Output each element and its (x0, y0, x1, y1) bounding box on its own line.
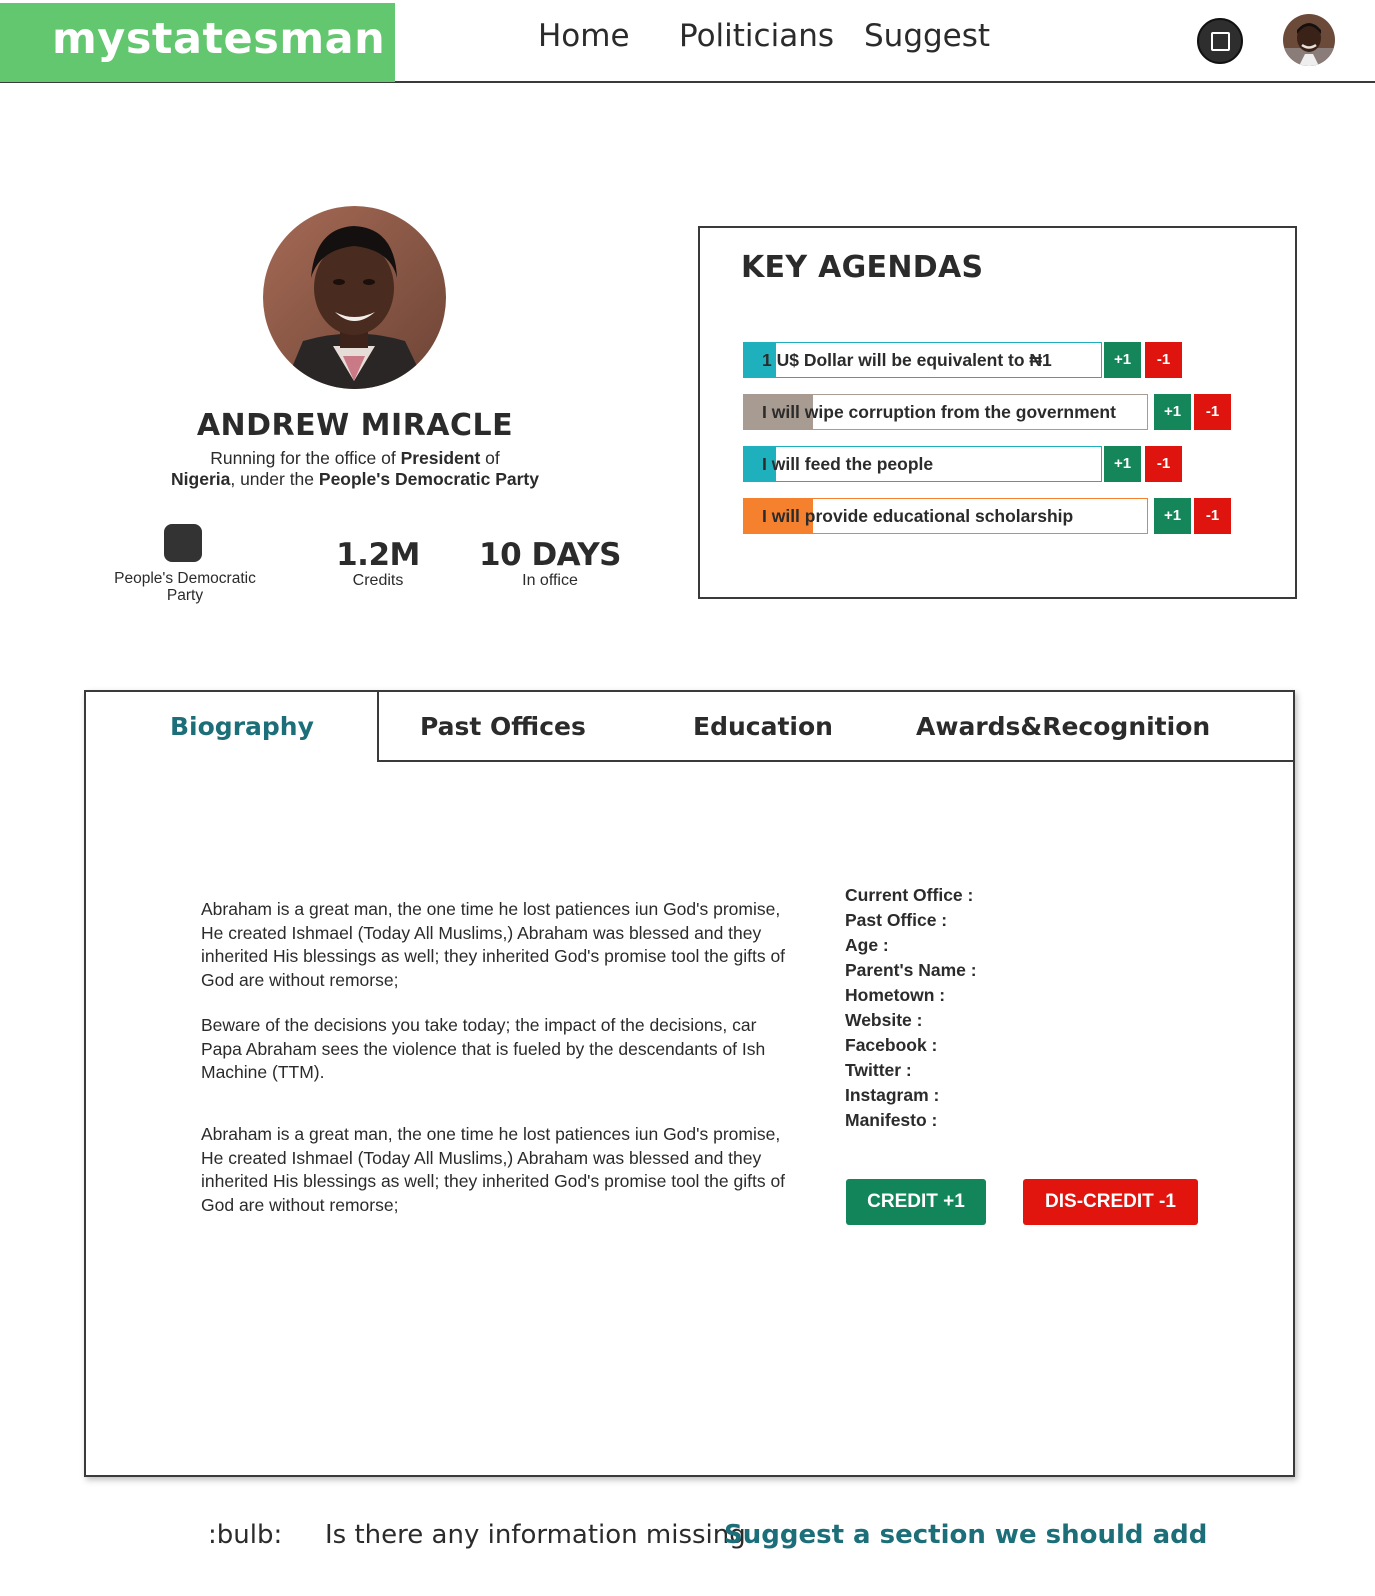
info-list (845, 883, 977, 1133)
party-logo-icon[interactable] (164, 524, 202, 562)
biography-line: Machine (TTM). (201, 1062, 325, 1082)
credits-label: Credits (352, 572, 404, 589)
candidacy-description (130, 448, 580, 490)
agenda-downvote-button[interactable]: -1 (1145, 342, 1182, 378)
info-age: Age : (845, 935, 889, 955)
agenda-downvote-button[interactable]: -1 (1145, 446, 1182, 482)
biography-paragraph: Abraham is a great man, the one time he lost patiences iun God's promise, He created Ishmael (Today All Muslims,) Abraham was blessed and they inherited His blessings as well; they inherited God's promise tool the gifts of God are without remorse; (201, 899, 786, 990)
agenda-bar[interactable] (743, 498, 1148, 534)
agenda-text: 1 U$ Dollar will be equivalent to ₦1 (762, 350, 1052, 370)
details-panel (84, 690, 1295, 1477)
info-parents-name: Parent's Name : (845, 960, 977, 980)
portrait-image (263, 206, 446, 389)
nav-home[interactable]: Home (538, 18, 630, 54)
agenda-text: I will wipe corruption from the government (762, 402, 1116, 422)
biography-paragraph: Abraham is a great man, the one time he lost patiences iun God's promise, He created Ishmael (Today All Muslims,) Abraham was blessed and they inherited His blessings as well; they inherited God's promise tool the gifts of God are without remorse; (201, 1124, 786, 1215)
desc-prefix: Running for the office of (210, 448, 401, 468)
avatar-image (1283, 14, 1335, 66)
tab-biography[interactable]: Biography (170, 712, 314, 741)
tab-divider (377, 692, 379, 762)
tab-past-offices[interactable]: Past Offices (420, 712, 586, 741)
desc-of: of (480, 448, 500, 468)
days-in-office-value: 10 DAYS (479, 537, 621, 573)
days-in-office-label: In office (522, 572, 578, 589)
agenda-text: I will feed the people (762, 454, 934, 474)
agenda-upvote-button[interactable]: +1 (1154, 394, 1191, 430)
biography-paragraph (201, 1014, 791, 1085)
user-avatar[interactable] (1283, 14, 1335, 66)
agenda-bar[interactable] (743, 342, 1102, 378)
agenda-bar[interactable] (743, 446, 1102, 482)
profile-photo (263, 206, 446, 389)
office-name: President (400, 448, 481, 468)
nav-politicians[interactable]: Politicians (679, 18, 834, 54)
key-agendas-title: KEY AGENDAS (741, 250, 984, 285)
politician-name: ANDREW MIRACLE (196, 408, 514, 443)
key-agendas-panel (698, 226, 1297, 599)
suggest-footer (0, 1520, 1375, 1560)
top-bar (0, 0, 1375, 83)
suggest-section-link[interactable]: Suggest a section we should add (724, 1520, 1208, 1550)
info-twitter: Twitter : (845, 1060, 912, 1080)
menu-button[interactable] (1197, 18, 1243, 64)
agenda-downvote-button[interactable]: -1 (1194, 394, 1231, 430)
credit-button[interactable]: CREDIT +1 (846, 1179, 986, 1225)
country-name: Nigeria (171, 469, 231, 489)
agenda-bar[interactable] (743, 394, 1148, 430)
desc-under: , under the (230, 469, 319, 489)
bulb-icon: :bulb: (208, 1520, 283, 1550)
logo[interactable]: mystatesman (0, 3, 395, 82)
party-label: People's Democratic Party (114, 570, 256, 604)
credits-value: 1.2M (336, 537, 420, 573)
info-website: Website : (845, 1010, 923, 1030)
biography-text (201, 898, 791, 1228)
missing-info-question: Is there any information missing (325, 1520, 746, 1550)
tab-awards-recognition[interactable]: Awards&Recognition (916, 712, 1211, 741)
agenda-text: I will provide educational scholarship (762, 506, 1074, 526)
info-instagram: Instagram : (845, 1085, 940, 1105)
info-past-office: Past Office : (845, 910, 948, 930)
party-full-name: People's Democratic Party (318, 469, 539, 489)
info-hometown: Hometown : (845, 985, 946, 1005)
discredit-button[interactable]: DIS-CREDIT -1 (1023, 1179, 1198, 1225)
agenda-upvote-button[interactable]: +1 (1104, 446, 1141, 482)
info-manifesto: Manifesto : (845, 1110, 938, 1130)
agenda-downvote-button[interactable]: -1 (1194, 498, 1231, 534)
nav-suggest[interactable]: Suggest (864, 18, 991, 54)
biography-line: Papa Abraham sees the violence that is fueled by the descendants of Ish (201, 1038, 766, 1059)
tab-education[interactable]: Education (693, 712, 833, 741)
agenda-upvote-button[interactable]: +1 (1104, 342, 1141, 378)
info-current-office: Current Office : (845, 885, 974, 905)
biography-line: Beware of the decisions you take today; the impact of the decisions, car (201, 1015, 757, 1035)
info-facebook: Facebook : (845, 1035, 938, 1055)
square-icon (1211, 32, 1230, 51)
agenda-upvote-button[interactable]: +1 (1154, 498, 1191, 534)
